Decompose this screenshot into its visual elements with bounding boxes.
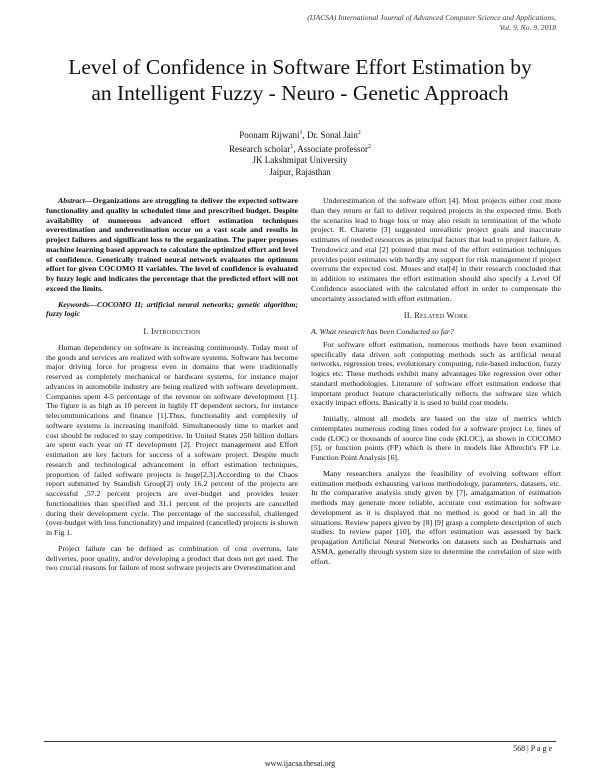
keywords bbox=[46, 300, 298, 320]
author-names bbox=[150, 128, 450, 142]
abstract-label: Abstract— bbox=[58, 196, 93, 205]
related-paragraph-2: Initially, almost all models are based on the size of metrics which contemplates numerous coding lines coded for a software project i.e. lines of code (LOC) or thousands of source line code (KLOC), as shown in COCOMO [5], or function points (FP) which is there in models like Albrecht's FP i.e. Function Point Analysis [6]. bbox=[311, 414, 561, 462]
role-1-sup: 1 bbox=[290, 143, 294, 150]
role-2-sup: 2 bbox=[367, 143, 371, 150]
intro-paragraph-2: Project failure can be defined as combination of cost overruns, late deliveries, poor quality, and/or developing a product that does not get used. The two crucial reasons for failure of most software projects are Overestimation and bbox=[46, 543, 298, 573]
related-paragraph-3: Many researchers analyze the feasibility of evolving software effort estimation methods exhausting various methodology, parameters, datasets, etc. In the comparative analysis study given by [7], amalgamation of estimation methods may generate more reliable, accurate cost estimation for software development as it is displayed that no method is good or bad in all the situations. Review papers given by [8] [9] grasp a complete description of such studies. In review paper [10], the effort estimation was assessed by back propagation Artificial Neural Networks on datasets such as Desharnais and ASMA, generally through system size to determine the correlation of size with effort. bbox=[311, 468, 561, 566]
intro-paragraph-1: Human dependency on software is increasing continuously. Today most of the goods and services are realized with software systems. Software has become major driving force for progress even in domains that were traditionally reserved as completely mechanical or hardware systems, for instance major advances in automobile industry are being realized with software development. Companies spent 4-5 percentage of the revenue on software development [1]. The figure is as high as 10 percent in highly IT dependent sectors, for instance telecommunications and finance [1].Thus, functionality and complexity of software systems is increasing manifold. Simultaneously time to market and cost should be reduced to stay competitive. In United States 250 billion dollars are spent each year on IT development [2]. Project management and Effort estimation are key factors for success of a software project. Despite much research and technological advancement in effort estimation techniques, proportion of failed software projects is huge[2,3].According to the Chaos report submitted by Standish Group[2] only 16.2 percent of the projects are successful ,57.2 percent projects are over-budget and provides lesser functionalities than specified and 31.1 percent of the projects are cancelled during their development cycle. The percentage of the successful, challenged (over-budget with less functionality) and impaired (cancelled) projects is shown in Fig 1. bbox=[46, 342, 298, 537]
author-1: Poonam Rijwani bbox=[239, 130, 300, 140]
footer-rule bbox=[44, 741, 556, 742]
author-roles bbox=[150, 142, 450, 156]
journal-volume: Vol. 9, No. 9, 2018 bbox=[499, 23, 556, 32]
right-paragraph-1: Underestimation of the software effort [4]. Most projects either cost more than they return or fail to deliver required projects in the expected time. Both the scenarios lead to huge loss or may also result in termination of the whole project. R. Charette [3] suggested unrealistic project goals and inaccurate estimates of needed resources as principal factors that lead to project failure. A. Trendowicz and etal [2] pointed that most of the effort estimation techniques provides point estimates with hardly any support for risk management if project overruns the expected cost. Moses and etal[4] in their research concluded that in addition to estimates the effort estimation should also specify a Level Of Confidence associated with the calculated effort in order to compensate the uncertainty associated with effort estimation. bbox=[311, 196, 561, 303]
right-column bbox=[311, 196, 561, 572]
keywords-text: COCOMO II; artificial neural networks; genetic algorithm; fuzzy logic bbox=[46, 299, 298, 319]
title-line-1: Level of Confidence in Software Effort Estimation by bbox=[68, 55, 532, 79]
role-1: Research scholar bbox=[229, 143, 291, 154]
section-heading-related-work: II. Related Work bbox=[403, 311, 469, 321]
role-separator: , Associate professor bbox=[293, 143, 368, 154]
location: Jaipur, Rajasthan bbox=[269, 166, 331, 177]
abstract-text: Organizations are struggling to deliver the expected software functionality and quality in scheduled time and prescribed budget. Despite availability of numerous advanced effort estimation techniques overestimation and underestimation occur on a vast scale and results in project failures and significant loss to the organization. The paper proposes machine learning based approach to calculate the optimized effort and level of confidence. Genetically trained neural network evaluates the optimum effort for given COCOMO II variables. The level of confidence is evaluated by fuzzy logic and indicates the percentage that the predicted effort will not exceed the limits. bbox=[46, 196, 298, 293]
journal-name: (IJACSA) International Journal of Advanced Computer Science and Applications, bbox=[307, 13, 556, 22]
related-paragraph-1: For software effort estimation, numerous methods have been examined specifically data driven soft computing methods such as artificial neural networks, regression trees, evolutionary computing, rule-based induction, fuzzy logics etc. These methods exhibit many advantages like regression over other standard methodologies. Literature of software effort estimation endorse that important product feature characteristically reflects the software size which exactly impact efforts. Basically it is used to build cost models. bbox=[311, 339, 561, 408]
journal-header bbox=[307, 13, 556, 33]
author-2-sup: 2 bbox=[357, 130, 361, 136]
affiliation: JK Lakshmipat University bbox=[252, 155, 348, 165]
section-heading-introduction: I. Introduction bbox=[143, 327, 201, 336]
title-line-2: an Intelligent Fuzzy - Neuro - Genetic Approach bbox=[91, 81, 509, 105]
keywords-label: Keywords— bbox=[58, 299, 97, 309]
subsection-heading: A. What research has been Conducted so far? bbox=[311, 327, 454, 336]
author-1-sup: 1 bbox=[299, 130, 303, 136]
paper-title bbox=[30, 54, 570, 106]
author-separator: , Dr. Sonal Jain bbox=[302, 130, 358, 140]
left-column bbox=[46, 196, 298, 579]
footer-url: www.ijacsa.thesai.org bbox=[264, 759, 336, 768]
page-number: 568 | P a g e bbox=[513, 744, 552, 753]
abstract bbox=[46, 196, 298, 294]
author-block bbox=[150, 128, 450, 178]
